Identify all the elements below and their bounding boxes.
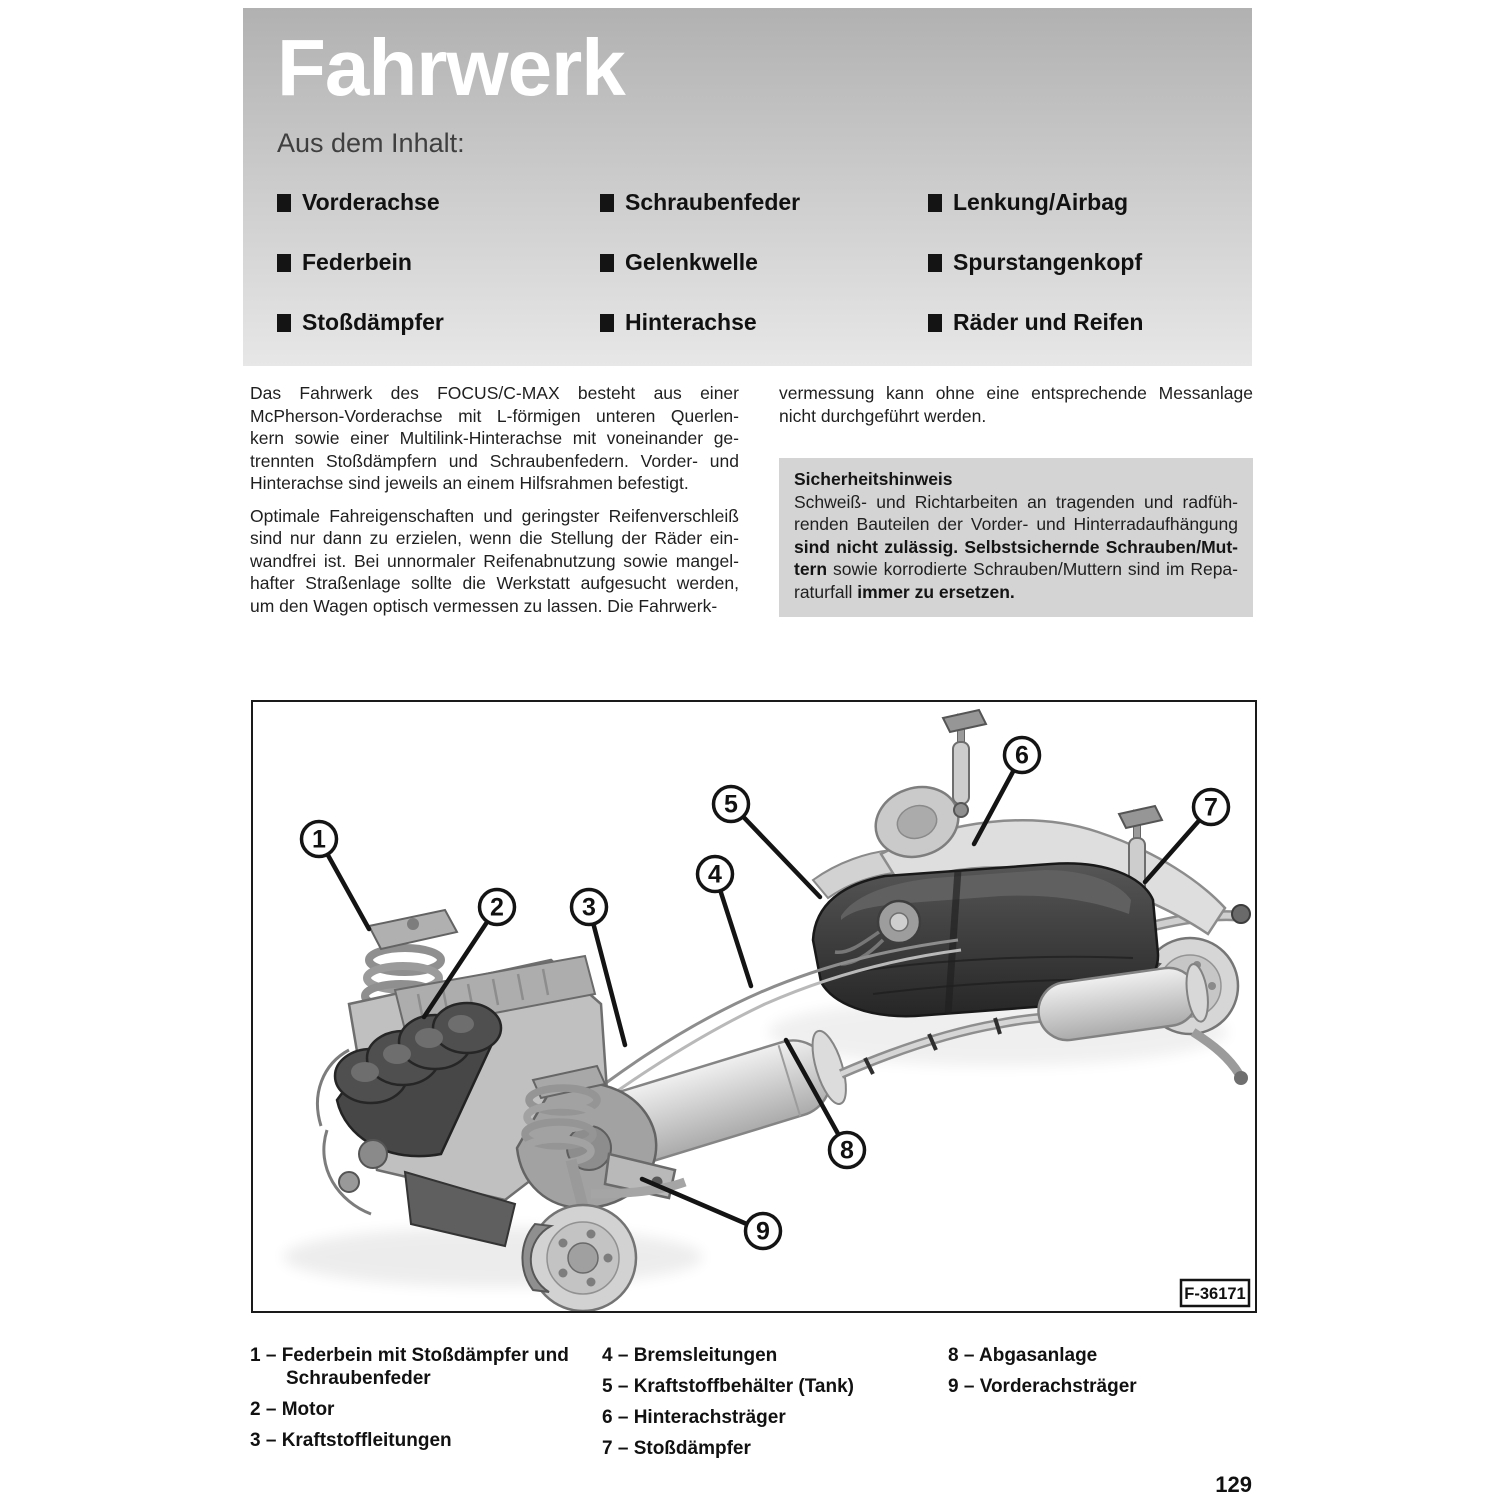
text-line: Optimale Fahreigenschaften und geringster Reifenverschleiß (250, 505, 739, 526)
topic-label: Lenkung/Airbag (953, 189, 1129, 215)
text-line: kern sowie einer Multilink-Hinterachse mit voneinander ge- (250, 428, 739, 448)
callout-number: 2 (490, 893, 504, 922)
text-line: McPherson-Vorderachse mit L-förmigen unteren Querlen- (250, 405, 739, 426)
text-line: nicht durchgeführt werden. (779, 405, 987, 426)
safety-text-line (794, 558, 1238, 581)
diagram-legend-column-3 (948, 1344, 1248, 1406)
topic-label: Federbein (302, 249, 412, 275)
topic-item (277, 309, 600, 336)
legend-item: 5 – Kraftstoffbehälter (Tank) (602, 1376, 854, 1397)
bullet-square-icon (600, 194, 614, 212)
text-line: um den Wagen optisch vermessen zu lassen. Die Fahrwerk- (250, 595, 718, 616)
header-topic-grid (277, 189, 1252, 336)
callout-1 (302, 822, 370, 930)
legend-item: 8 – Abgasanlage (948, 1345, 1098, 1366)
callout-number: 9 (756, 1217, 770, 1246)
legend-item: 3 – Kraftstoffleitungen (250, 1430, 452, 1451)
bullet-square-icon (928, 314, 942, 332)
callout-number: 6 (1015, 741, 1029, 770)
safety-text: raturfall (794, 581, 858, 602)
intro-column-right (779, 382, 1253, 617)
bullet-square-icon (928, 254, 942, 272)
topic-label: Spurstangenkopf (953, 249, 1143, 275)
topic-label: Vorderachse (302, 189, 440, 215)
callout-number: 7 (1204, 793, 1218, 822)
text-line: trennten Stoßdämpfern und Schraubenfedern. Vorder- und (250, 450, 739, 471)
contents-heading: Aus dem Inhalt: (277, 128, 465, 158)
paragraph (779, 382, 1253, 427)
callout-number: 1 (312, 825, 326, 854)
text-line: wandfrei ist. Bei unnormaler Reifenabnutzung sowie mangel- (250, 550, 739, 571)
intro-column-right-text (779, 382, 1253, 427)
callout-number: 4 (708, 860, 722, 889)
topic-label: Schraubenfeder (625, 189, 801, 215)
bullet-square-icon (600, 314, 614, 332)
topic-item (600, 309, 928, 336)
safety-text-bold: immer zu ersetzen. (857, 581, 1015, 602)
safety-text-line (794, 536, 1238, 559)
legend-item: 6 – Hinterachsträger (602, 1407, 786, 1428)
safety-text: Schweiß- und Richtarbeiten an tragenden und radfüh- (794, 491, 1238, 512)
safety-notice-text (794, 491, 1238, 604)
bullet-square-icon (277, 194, 291, 212)
bullet-square-icon (277, 314, 291, 332)
topic-label: Gelenkwelle (625, 249, 758, 275)
safety-text-bold: tern (794, 559, 828, 579)
legend-item: 4 – Bremsleitungen (602, 1345, 778, 1366)
figure-label-text: F-36171 (1184, 1285, 1246, 1303)
callout-number: 3 (582, 893, 596, 922)
paragraph (250, 505, 739, 618)
intro-column-left (250, 382, 739, 627)
topic-label: Stoßdämpfer (302, 309, 444, 335)
safety-text-line (794, 513, 1238, 536)
chassis-diagram (253, 702, 1255, 1311)
callout-number: 8 (840, 1136, 854, 1165)
text-line: Hinterachse sind jeweils an einem Hilfsrahmen befestigt. (250, 473, 689, 493)
legend-item: 2 – Motor (250, 1399, 335, 1420)
safety-text: renden Bauteilen der Vorder- und Hinterradaufhängung (794, 514, 1238, 534)
topic-item (600, 249, 928, 276)
diagram-legend-column-1 (250, 1344, 580, 1460)
topic-item (928, 309, 1252, 336)
page-title: Fahrwerk (277, 23, 625, 112)
bullet-square-icon (277, 254, 291, 272)
bullet-square-icon (928, 194, 942, 212)
topic-label: Räder und Reifen (953, 309, 1144, 335)
callout-9 (642, 1179, 781, 1249)
callout-4 (698, 857, 752, 987)
safety-text-bold: sind nicht zulässig. Selbstsichernde Schrauben/Mut- (794, 536, 1238, 557)
legend-item: 9 – Vorderachsträger (948, 1376, 1137, 1397)
figure-label (1181, 1280, 1249, 1306)
legend-item: 7 – Stoßdämpfer (602, 1438, 751, 1459)
page-number: 129 (1215, 1472, 1252, 1497)
chapter-header (243, 8, 1252, 366)
safety-notice-box (779, 458, 1253, 617)
safety-notice-title: Sicherheitshinweis (794, 469, 953, 489)
topic-item (928, 189, 1252, 216)
callout-leader-line (328, 856, 369, 929)
topic-item (277, 249, 600, 276)
front-brake-disc-illustration (522, 1205, 636, 1311)
callout-leader-line (744, 818, 820, 897)
callout-7 (1145, 790, 1229, 883)
callout-number: 5 (724, 790, 738, 819)
topic-item (600, 189, 928, 216)
text-line: vermessung kann ohne eine entsprechende Messanlage (779, 383, 1253, 403)
topic-item (928, 249, 1252, 276)
safety-text-line (794, 581, 1238, 604)
topic-item (277, 189, 600, 216)
topic-label: Hinterachse (625, 309, 757, 335)
callout-leader-line (642, 1179, 746, 1223)
paragraph (250, 382, 739, 495)
chassis-diagram-figure (251, 700, 1257, 1313)
tow-hitch-illustration (1232, 905, 1250, 923)
text-line: hafter Straßenlage sollte die Werkstatt aufgesucht werden, (250, 573, 739, 593)
safety-text-line (794, 491, 1238, 514)
callout-leader-line (721, 892, 751, 986)
text-line: Das Fahrwerk des FOCUS/C-MAX besteht aus einer (250, 383, 739, 403)
legend-item: 1 – Federbein mit Stoßdämpfer und Schraubenfeder (250, 1345, 569, 1389)
text-line: sind nur dann zu erzielen, wenn die Stellung der Räder ein- (250, 528, 739, 548)
bullet-square-icon (600, 254, 614, 272)
diagram-legend-column-2 (602, 1344, 932, 1468)
safety-text: sowie korrodierte Schrauben/Muttern sind im Repa- (827, 559, 1238, 579)
